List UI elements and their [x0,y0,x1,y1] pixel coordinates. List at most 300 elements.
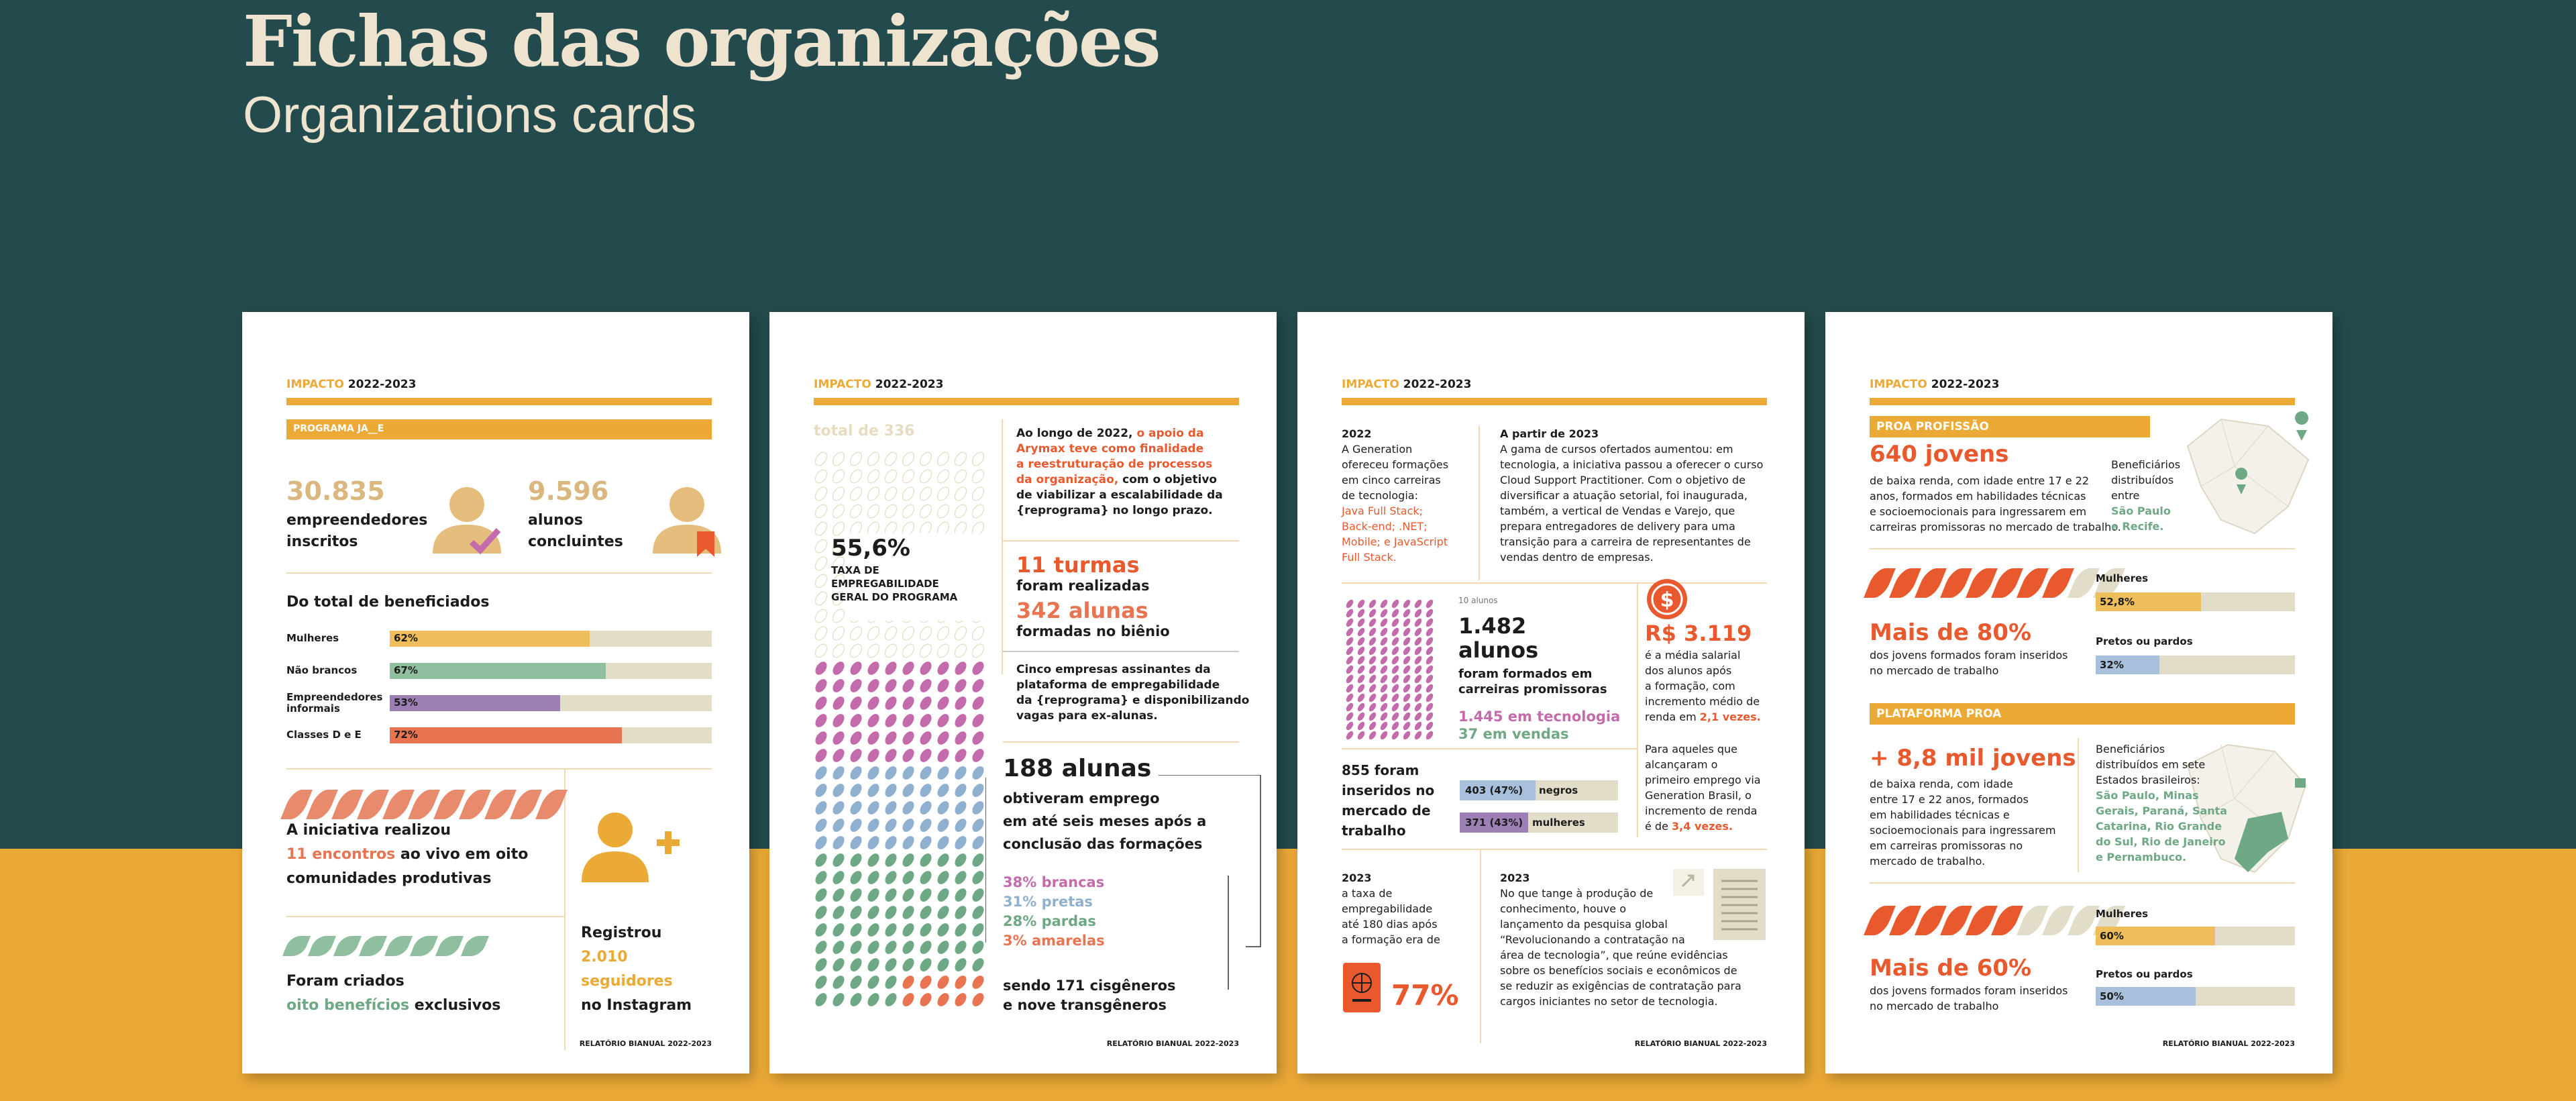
grid-mark [865,729,881,747]
grid-mark [813,555,829,572]
grid-mark [813,782,829,799]
salary-text: é a média salarial dos alunos após a formação, com incremento médio de renda em 2,1 vezes. [1645,649,1761,723]
grid-mark [935,485,951,503]
grid-mark [1413,674,1424,684]
grid-mark [1345,636,1355,647]
grid-mark [883,921,899,939]
section-banner: PROA PROFISSÃO [1870,416,2150,437]
grid-mark [1413,711,1424,722]
bar-track [2096,927,2295,945]
grid-mark [1356,645,1366,656]
grid-mark [848,747,864,764]
young-people-text: de baixa renda, com idade entre 17 e 22 anos, formados em habilidades técnicas e socioemocionais para ingressarem em carreiras promissoras no mercado de trabalho. [1870,474,2121,533]
grid-mark [900,694,916,712]
benefits-text: Foram criados oito benefícios exclusivos [286,973,501,1014]
grid-mark [1391,674,1401,684]
students-stat: 1.482 alunos [1458,613,1539,663]
grid-mark [865,886,881,904]
students-label: foram formados em carreiras promissoras [1458,667,1607,696]
grid-mark [935,869,951,886]
grid-mark [813,817,829,834]
grid-mark [1402,721,1412,731]
grid-mark [813,904,829,921]
grid-mark [1356,711,1366,722]
grid-mark [918,642,934,660]
grid-mark [1368,655,1378,666]
grid-mark [865,869,881,886]
race-item: 28% pardas [1003,913,1096,929]
grid-mark [900,677,916,694]
grid-mark [1379,711,1389,722]
grid-mark [813,660,829,677]
grid-mark [900,991,916,1008]
women-label: Mulheres [2096,908,2149,920]
grid-mark [970,991,986,1008]
grid-mark [1379,730,1389,741]
grid-mark [1356,721,1366,731]
bar-track [2096,656,2295,674]
grid-mark [813,729,829,747]
grid-mark [830,974,847,991]
grid-mark [1402,608,1412,619]
grid-mark [813,572,829,590]
grid-mark [900,782,916,799]
leaf-row [1870,568,2125,600]
bar-track [390,663,712,679]
grid-mark [935,939,951,956]
section-banner: PLATAFORMA PROA [1870,703,2295,725]
grid-mark [900,886,916,904]
grid-mark [935,712,951,729]
grid-mark [1391,655,1401,666]
grid-mark [865,956,881,974]
grid-mark [1391,598,1401,609]
grid-mark [883,747,899,764]
grid-mark [848,817,864,834]
grid-mark [865,694,881,712]
grid-mark [970,956,986,974]
grid-mark [1402,730,1412,741]
card-footer: RELATÓRIO BIANUAL 2022-2023 [579,1039,712,1048]
grid-mark [1379,655,1389,666]
grid-mark [935,694,951,712]
grid-mark [953,782,969,799]
grid-note: 10 alunos [1458,596,1498,605]
grid-mark [1379,617,1389,628]
grid-mark [865,939,881,956]
grid-mark [883,468,899,485]
grid-mark [970,817,986,834]
grid-mark [918,974,934,991]
grid-mark [935,450,951,468]
grid-mark [830,921,847,939]
grid-mark [1402,627,1412,637]
grid-mark [953,625,969,642]
grid-mark [935,747,951,764]
grid-mark [918,886,934,904]
header-rule [1342,398,1767,405]
grid-mark [830,642,847,660]
grid-mark [1368,636,1378,647]
grid-mark [970,660,986,677]
instagram-text: Registrou 2.010 seguidores no Instagram [581,925,692,1014]
inserted-value: Mais de 80% [1870,619,2032,646]
platform-text: de baixa renda, com idade entre 17 e 22 anos, formados em habilidades técnicas e socioemocionais para ingressarem em carreiras promissoras no mercado de trabalho. [1870,778,2056,868]
card-header: IMPACTO 2022-2023 [1342,378,1472,391]
grid-mark [1356,664,1366,675]
grid-mark [1345,617,1355,628]
section-title: Do total de beneficiados [286,594,490,611]
grid-mark [1413,598,1424,609]
inserted-stat: 855 foram inseridos no mercado de trabalho [1342,762,1435,839]
grid-mark [883,677,899,694]
grid-mark [1391,721,1401,731]
grid-mark [953,450,969,468]
grid-mark [865,677,881,694]
grid-mark [813,956,829,974]
grid-mark [1379,721,1389,731]
grid-mark [883,782,899,799]
bar-value: 67% [394,664,418,676]
grid-mark [970,712,986,729]
grid-mark [918,817,934,834]
header-rule [814,398,1239,405]
grid-mark [865,485,881,503]
grid-mark [918,782,934,799]
grid-mark [848,904,864,921]
grid-mark [970,886,986,904]
bar-value: 50% [2100,990,2124,1002]
grid-mark [1356,692,1366,703]
grid-mark [953,974,969,991]
grid-mark [970,677,986,694]
grid-mark [1391,683,1401,694]
grid-mark [883,869,899,886]
grid-mark [1413,627,1424,637]
grid-mark [883,904,899,921]
grid-mark [830,991,847,1008]
grid-mark [935,677,951,694]
first-job-text: Para aqueles que alcançaram o primeiro emprego via Generation Brasil, o incremento de renda é de 3,4 vezes. [1645,743,1761,833]
bar-value: 32% [2100,659,2124,671]
grid-mark [1425,711,1435,722]
grid-mark [830,660,847,677]
grid-mark [1425,627,1435,637]
grid-mark [1368,598,1378,609]
grid-mark [830,799,847,817]
grid-mark [900,956,916,974]
grid-mark [900,712,916,729]
grid-mark [865,851,881,869]
grid-mark [848,450,864,468]
students-grid [1342,594,1442,741]
states-text: Beneficiários distribuídos em sete Estados brasileiros: São Paulo, Minas Gerais, Paraná, Santa Catarina, Rio Grande do Sul, Rio de Janeiro e Pernambuco. [2096,743,2228,863]
grid-mark [883,939,899,956]
grid-mark [1368,692,1378,703]
grid-mark [918,677,934,694]
bar-track [390,695,712,711]
employability-label: TAXA DE EMPREGABILIDADE GERAL DO PROGRAMA [831,564,958,603]
card-generation [1297,312,1805,1073]
grid-mark [1402,711,1412,722]
grid-mark [1379,645,1389,656]
grid-mark [1368,664,1378,675]
grid-mark [1402,617,1412,628]
grid-mark [813,607,829,625]
grid-mark [1413,655,1424,666]
grid-mark [1379,598,1389,609]
grid-mark [865,834,881,851]
grid-mark [1379,683,1389,694]
grid-mark [848,799,864,817]
document-icon [1673,868,1767,941]
grid-mark [813,764,829,782]
grid-mark [813,468,829,485]
grid-mark [1345,683,1355,694]
grid-mark [953,764,969,782]
grid-mark [953,956,969,974]
grid-mark [865,625,881,642]
grid-mark [848,468,864,485]
grid-mark [918,799,934,817]
bar-label: Classes D e E [286,729,362,741]
stat-label: empreendedores inscritos [286,512,428,550]
grid-mark [900,747,916,764]
grid-mark [1345,730,1355,741]
grid-mark [883,485,899,503]
grid-mark [953,694,969,712]
grid-mark [1368,721,1378,731]
grid-mark [813,590,829,607]
black-label: Pretos ou pardos [2096,635,2193,647]
grid-mark [813,991,829,1008]
grid-mark [830,817,847,834]
bar-label: Não brancos [286,664,358,676]
grid-mark [900,450,916,468]
grid-mark [1391,692,1401,703]
grid-mark [1425,645,1435,656]
grid-mark [1379,627,1389,637]
grid-mark [1379,692,1389,703]
grid-mark [918,712,934,729]
grid-mark [953,991,969,1008]
grid-mark [830,485,847,503]
grid-mark [848,834,864,851]
grid-mark [1379,702,1389,713]
grid-mark [1402,702,1412,713]
card-header: IMPACTO 2022-2023 [286,378,417,391]
bar-label: Empreendedores informais [286,691,383,715]
grid-mark [1368,645,1378,656]
grid-mark [883,764,899,782]
grid-mark [883,956,899,974]
grid-mark [1391,645,1401,656]
grid-mark [970,642,986,660]
grid-mark [953,886,969,904]
grid-mark [1345,645,1355,656]
grid-mark [848,782,864,799]
grid-mark [1413,617,1424,628]
grid-mark [1413,683,1424,694]
grid-mark [1391,608,1401,619]
bar-track [2096,987,2295,1006]
grid-mark [848,660,864,677]
grid-mark [900,625,916,642]
grid-mark [1379,674,1389,684]
grid-mark [883,834,899,851]
grid-mark [900,729,916,747]
grid-mark [848,939,864,956]
bar-value: 52,8% [2100,596,2135,608]
grid-mark [830,694,847,712]
grid-mark [1368,730,1378,741]
grid-mark [918,834,934,851]
grid-mark [953,677,969,694]
grid-mark [848,851,864,869]
grid-mark [918,851,934,869]
grid-mark [813,712,829,729]
grid-mark [883,712,899,729]
leaf-row [286,936,490,959]
grid-mark [848,503,864,520]
card-header: IMPACTO 2022-2023 [814,378,944,391]
grid-label: total de 336 [814,423,915,439]
grid-mark [830,607,847,625]
bar-track [2096,592,2295,611]
grid-mark [935,503,951,520]
grid-mark [883,817,899,834]
grid-mark [935,886,951,904]
grid-mark [830,834,847,851]
grid-mark [970,921,986,939]
grid-mark [830,764,847,782]
courses-2022: 2022 A Generation ofereceu formações em cinco carreiras de tecnologia: Java Full Stack; Back-end; .NET; Mobile; e JavaScript Full Stack. [1342,427,1449,564]
grid-mark [900,642,916,660]
grid-mark [953,485,969,503]
card-header: IMPACTO 2022-2023 [1870,378,2000,391]
grid-mark [1356,702,1366,713]
grid-mark [970,799,986,817]
grid-mark [970,939,986,956]
grid-mark [970,485,986,503]
grid-mark [918,660,934,677]
grid-mark [813,642,829,660]
meetings-text: A iniciativa realizou 11 encontros ao vivo em oito comunidades produtivas [286,822,529,887]
bracket-lines [985,775,1267,996]
grid-mark [813,677,829,694]
grid-mark [1368,617,1378,628]
card-footer: RELATÓRIO BIANUAL 2022-2023 [2162,1039,2295,1048]
grid-mark [1425,721,1435,731]
grid-mark [1413,664,1424,675]
grid-mark [865,660,881,677]
grid-mark [1391,636,1401,647]
grid-mark [953,817,969,834]
grid-mark [813,694,829,712]
courses-2023: A partir de 2023 A gama de cursos ofertados aumentou: em tecnologia, a iniciativa passou a oferecer o curso Cloud Support Practitioner. Com o objetivo de diversificar a atuação setorial, foi inaugurada, também, a vertical de Vendas e Varejo, que prepara entregadores de delivery para uma transição para a carreira de representantes de vendas dentro de empresas. [1500,427,1764,564]
grid-mark [918,991,934,1008]
dollar-coin-icon [1645,577,1689,621]
grid-mark [883,974,899,991]
grid-mark [970,694,986,712]
card-footer: RELATÓRIO BIANUAL 2022-2023 [1634,1039,1767,1048]
grid-mark [1402,664,1412,675]
grid-mark [813,485,829,503]
page-title: Fichas das organizações [243,0,1160,83]
grid-mark [935,851,951,869]
grid-mark [813,799,829,817]
grid-mark [848,974,864,991]
grid-mark [1368,674,1378,684]
grid-mark [1391,617,1401,628]
grid-mark [935,904,951,921]
grid-mark [1345,655,1355,666]
grid-mark [970,625,986,642]
grid-mark [1425,674,1435,684]
grid-mark [953,729,969,747]
person-check-icon [430,483,504,557]
women-label: Mulheres [2096,572,2149,584]
grid-mark [1402,636,1412,647]
grid-mark [865,904,881,921]
grid-mark [865,799,881,817]
grid-mark [813,450,829,468]
grid-mark [813,869,829,886]
bar-track [390,727,712,743]
grid-mark [1391,730,1401,741]
grid-mark [830,712,847,729]
grid-mark [830,625,847,642]
young-people-value: 640 jovens [1870,441,2009,468]
grid-mark [865,974,881,991]
grid-mark [1413,636,1424,647]
grid-mark [935,764,951,782]
grid-mark [900,764,916,782]
grid-mark [935,974,951,991]
grid-mark [1345,721,1355,731]
inserted-value: Mais de 60% [1870,955,2032,982]
grid-mark [1356,598,1366,609]
grid-mark [970,851,986,869]
grid-mark [918,921,934,939]
grid-mark [970,764,986,782]
bar-value: 62% [394,632,418,644]
grid-mark [970,869,986,886]
grid-mark [1425,608,1435,619]
grid-mark [848,625,864,642]
grid-mark [918,747,934,764]
bar-fill [390,631,590,647]
grid-mark [865,503,881,520]
grid-mark [953,851,969,869]
grid-mark [813,939,829,956]
grid-mark [1345,692,1355,703]
grid-mark [1413,692,1424,703]
grid-mark [830,782,847,799]
grid-mark [1425,636,1435,647]
grid-mark [1379,664,1389,675]
page-subtitle: Organizations cards [243,87,696,144]
grid-mark [900,904,916,921]
students-grid [811,446,992,1023]
grid-mark [1391,702,1401,713]
grid-mark [935,625,951,642]
grid-mark [1356,730,1366,741]
grid-mark [1345,674,1355,684]
grid-mark [918,450,934,468]
black-label: Pretos ou pardos [2096,968,2193,980]
grid-mark [918,625,934,642]
